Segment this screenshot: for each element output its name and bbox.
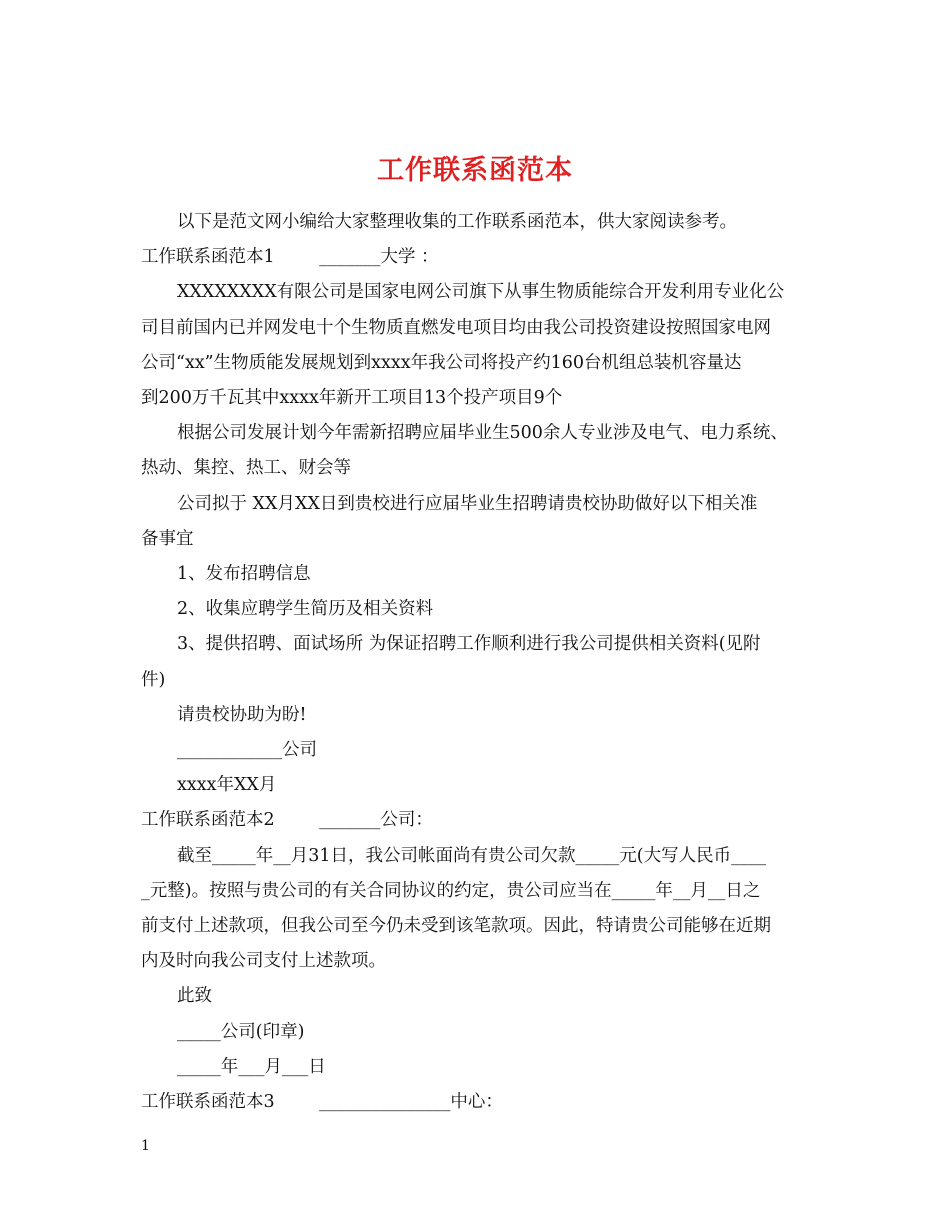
body-line: 工作联系函范本3 _______________中心： [141,1092,503,1113]
body-line: 工作联系函范本1 _______大学 ： [141,247,439,268]
body-line: 热动、集控、热工、财会等 [141,458,351,479]
body-line: 根据公司发展计划今年需新招聘应届毕业生500余人专业涉及电气、电力系统、 [177,423,788,444]
body-line: 1、发布招聘信息 [177,564,311,585]
body-line: xxxx年XX月 [177,775,277,796]
body-line: 司目前国内已并网发电十个生物质直燃发电项目均由我公司投资建设按照国家电网 [141,317,771,338]
body-line: 公司“xx”生物质能发展规划到xxxx年我公司将投产约160台机组总装机容量达 [141,352,742,373]
page-number: 1 [141,1138,150,1154]
document-body [141,205,841,1120]
body-line: 截至_____年__月31日，我公司帐面尚有贵公司欠款_____元(大写人民币____ [177,845,767,866]
body-line: 内及时向我公司支付上述款项。 [141,951,386,972]
body-line: ____________公司 [177,740,317,761]
body-line: _元整)。按照与贵公司的有关合同协议的约定，贵公司应当在_____年__月__日之 [141,880,761,901]
document-title: 工作联系函范本 [377,155,573,187]
body-line: 以下是范文网小编给大家整理收集的工作联系函范本，供大家阅读参考。 [177,212,737,232]
body-line: 备事宜 [141,528,194,549]
body-line: 件) [141,669,166,690]
body-line: 公司拟于 XX月XX日到贵校进行应届毕业生招聘请贵校协助做好以下相关准 [177,493,758,514]
body-line: _____年___月___日 [177,1056,326,1077]
body-line: _____公司(印章) [177,1021,305,1042]
body-line: XXXXXXXX有限公司是国家电网公司旗下从事生物质能综合开发利用专业化公 [177,282,785,303]
body-line: 请贵校协助为盼! [177,704,307,725]
body-line: 前支付上述款项，但我公司至今仍未受到该笔款项。因此，特请贵公司能够在近期 [141,916,771,937]
body-line: 到200万千瓦其中xxxx年新开工项目13个投产项目9个 [141,388,563,409]
body-line: 此致 [177,986,212,1007]
body-line: 2、收集应聘学生简历及相关资料 [177,599,434,620]
body-line: 工作联系函范本2 _______公司： [141,810,433,831]
body-line: 3、提供招聘、面试场所 为保证招聘工作顺利进行我公司提供相关资料(见附 [177,634,761,655]
